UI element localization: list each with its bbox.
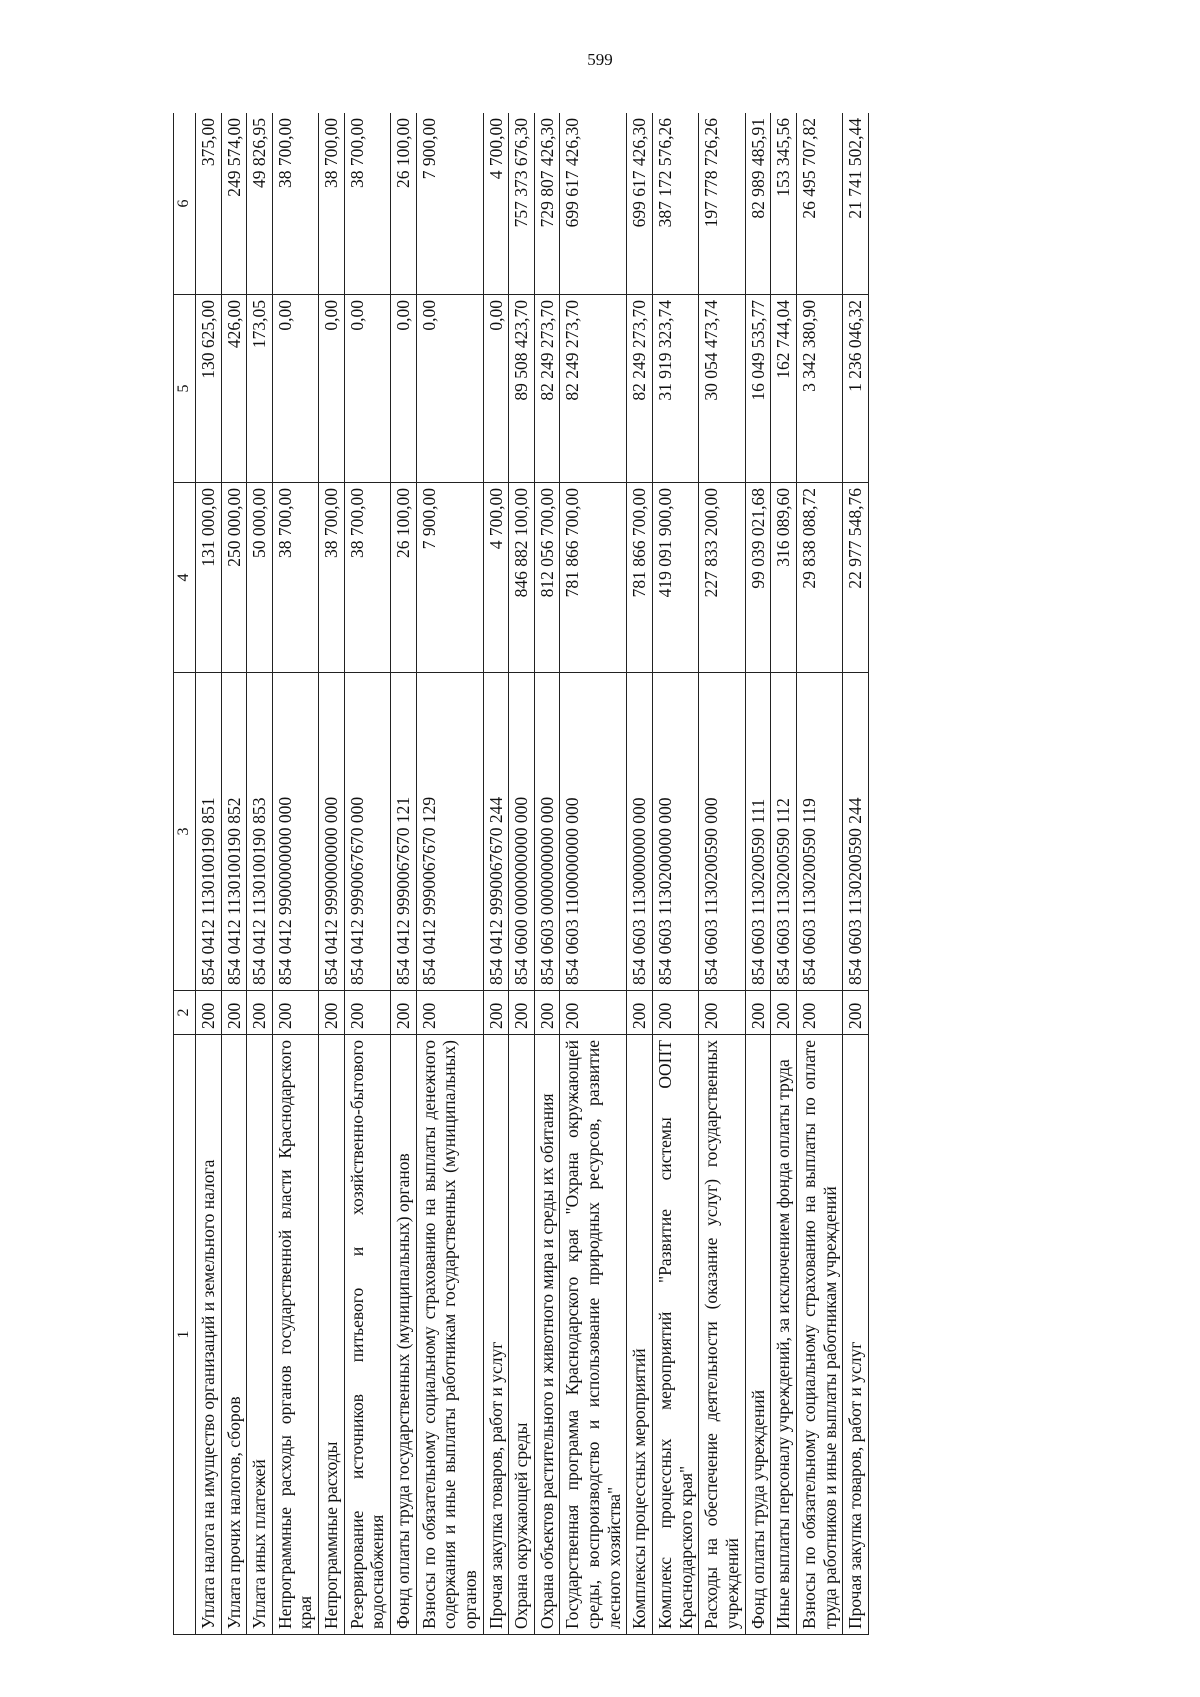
row-code: 200 bbox=[416, 991, 483, 1035]
column-header: 2 bbox=[174, 991, 196, 1035]
row-remaining-amount: 21 741 502,44 bbox=[843, 113, 869, 295]
row-remaining-amount: 153 345,56 bbox=[771, 113, 797, 295]
rotated-table-area bbox=[173, 113, 1091, 1635]
row-budget-classification: 854 0412 9900000000 000 bbox=[272, 673, 318, 991]
row-budget-classification: 854 0603 1130200590 112 bbox=[771, 673, 797, 991]
row-budget-classification: 854 0412 9990067670 000 bbox=[344, 673, 390, 991]
row-budget-classification: 854 0412 1130100190 852 bbox=[221, 673, 247, 991]
row-executed-amount: 0,00 bbox=[391, 295, 417, 483]
table-row bbox=[195, 113, 221, 1635]
table-row bbox=[534, 113, 560, 1635]
row-description: Фонд оплаты труда учреждений bbox=[745, 1035, 771, 1635]
table-row bbox=[745, 113, 771, 1635]
row-remaining-amount: 38 700,00 bbox=[272, 113, 318, 295]
row-approved-amount: 781 866 700,00 bbox=[627, 483, 653, 673]
row-description: Уплата налога на имущество организаций и земельного налога bbox=[195, 1035, 221, 1635]
row-budget-classification: 854 0603 1130200590 000 bbox=[699, 673, 745, 991]
row-budget-classification: 854 0603 1130200590 111 bbox=[745, 673, 771, 991]
row-approved-amount: 50 000,00 bbox=[247, 483, 273, 673]
row-executed-amount: 173,05 bbox=[247, 295, 273, 483]
row-remaining-amount: 375,00 bbox=[195, 113, 221, 295]
row-budget-classification: 854 0603 1130200590 244 bbox=[843, 673, 869, 991]
row-remaining-amount: 49 826,95 bbox=[247, 113, 273, 295]
table-row bbox=[221, 113, 247, 1635]
row-executed-amount: 31 919 323,74 bbox=[653, 295, 699, 483]
row-description: Охрана окружающей среды bbox=[509, 1035, 535, 1635]
row-code: 200 bbox=[391, 991, 417, 1035]
row-approved-amount: 227 833 200,00 bbox=[699, 483, 745, 673]
row-description: Уплата прочих налогов, сборов bbox=[221, 1035, 247, 1635]
row-remaining-amount: 38 700,00 bbox=[344, 113, 390, 295]
row-code: 200 bbox=[534, 991, 560, 1035]
table-row bbox=[796, 113, 842, 1635]
page-number: 599 bbox=[587, 50, 613, 69]
row-approved-amount: 4 700,00 bbox=[483, 483, 509, 673]
row-executed-amount: 0,00 bbox=[483, 295, 509, 483]
table-row bbox=[627, 113, 653, 1635]
table-body bbox=[195, 113, 868, 1635]
row-description: Прочая закупка товаров, работ и услуг bbox=[483, 1035, 509, 1635]
row-code: 200 bbox=[627, 991, 653, 1035]
row-budget-classification: 854 0412 1130100190 851 bbox=[195, 673, 221, 991]
table-row bbox=[560, 113, 627, 1635]
row-executed-amount: 82 249 273,70 bbox=[534, 295, 560, 483]
row-executed-amount: 16 049 535,77 bbox=[745, 295, 771, 483]
row-executed-amount: 82 249 273,70 bbox=[627, 295, 653, 483]
row-budget-classification: 854 0603 1130200000 000 bbox=[653, 673, 699, 991]
row-budget-classification: 854 0412 9990067670 244 bbox=[483, 673, 509, 991]
row-description: Резервирование источников питьевого и хозяйственно-бытового водоснабжения bbox=[344, 1035, 390, 1635]
table-row bbox=[509, 113, 535, 1635]
row-description: Комплекс процессных мероприятий "Развитие системы ООПТ Краснодарского края" bbox=[653, 1035, 699, 1635]
row-approved-amount: 846 882 100,00 bbox=[509, 483, 535, 673]
row-approved-amount: 38 700,00 bbox=[344, 483, 390, 673]
row-budget-classification: 854 0412 9990067670 121 bbox=[391, 673, 417, 991]
row-executed-amount: 0,00 bbox=[272, 295, 318, 483]
row-executed-amount: 3 342 380,90 bbox=[796, 295, 842, 483]
table-header-row bbox=[174, 113, 196, 1635]
row-executed-amount: 162 744,04 bbox=[771, 295, 797, 483]
table-row bbox=[344, 113, 390, 1635]
row-code: 200 bbox=[560, 991, 627, 1035]
row-code: 200 bbox=[483, 991, 509, 1035]
column-header: 3 bbox=[174, 673, 196, 991]
row-code: 200 bbox=[509, 991, 535, 1035]
row-remaining-amount: 26 100,00 bbox=[391, 113, 417, 295]
row-budget-classification: 854 0412 9990000000 000 bbox=[319, 673, 345, 991]
row-budget-classification: 854 0600 0000000000 000 bbox=[509, 673, 535, 991]
row-executed-amount: 0,00 bbox=[319, 295, 345, 483]
row-code: 200 bbox=[344, 991, 390, 1035]
row-code: 200 bbox=[221, 991, 247, 1035]
row-approved-amount: 781 866 700,00 bbox=[560, 483, 627, 673]
row-approved-amount: 22 977 548,76 bbox=[843, 483, 869, 673]
table-row bbox=[319, 113, 345, 1635]
row-remaining-amount: 26 495 707,82 bbox=[796, 113, 842, 295]
table-row bbox=[391, 113, 417, 1635]
row-executed-amount: 1 236 046,32 bbox=[843, 295, 869, 483]
row-approved-amount: 38 700,00 bbox=[319, 483, 345, 673]
row-remaining-amount: 729 807 426,30 bbox=[534, 113, 560, 295]
row-remaining-amount: 249 574,00 bbox=[221, 113, 247, 295]
row-approved-amount: 812 056 700,00 bbox=[534, 483, 560, 673]
row-code: 200 bbox=[272, 991, 318, 1035]
row-approved-amount: 131 000,00 bbox=[195, 483, 221, 673]
row-budget-classification: 854 0412 9990067670 129 bbox=[416, 673, 483, 991]
row-description: Расходы на обеспечение деятельности (оказание услуг) государственных учреждений bbox=[699, 1035, 745, 1635]
row-budget-classification: 854 0603 1100000000 000 bbox=[560, 673, 627, 991]
row-code: 200 bbox=[653, 991, 699, 1035]
row-executed-amount: 426,00 bbox=[221, 295, 247, 483]
row-code: 200 bbox=[195, 991, 221, 1035]
row-executed-amount: 82 249 273,70 bbox=[560, 295, 627, 483]
row-executed-amount: 130 625,00 bbox=[195, 295, 221, 483]
row-code: 200 bbox=[843, 991, 869, 1035]
column-header: 1 bbox=[174, 1035, 196, 1635]
row-description: Уплата иных платежей bbox=[247, 1035, 273, 1635]
row-budget-classification: 854 0603 1130200590 119 bbox=[796, 673, 842, 991]
row-description: Прочая закупка товаров, работ и услуг bbox=[843, 1035, 869, 1635]
row-description: Комплексы процессных мероприятий bbox=[627, 1035, 653, 1635]
row-executed-amount: 0,00 bbox=[416, 295, 483, 483]
table-row bbox=[771, 113, 797, 1635]
row-description: Охрана объектов растительного и животного мира и среды их обитания bbox=[534, 1035, 560, 1635]
row-description: Непрограммные расходы bbox=[319, 1035, 345, 1635]
row-remaining-amount: 387 172 576,26 bbox=[653, 113, 699, 295]
row-remaining-amount: 699 617 426,30 bbox=[627, 113, 653, 295]
row-description: Иные выплаты персоналу учреждений, за исключением фонда оплаты труда bbox=[771, 1035, 797, 1635]
row-approved-amount: 38 700,00 bbox=[272, 483, 318, 673]
column-header: 4 bbox=[174, 483, 196, 673]
row-description: Фонд оплаты труда государственных (муниципальных) органов bbox=[391, 1035, 417, 1635]
row-remaining-amount: 699 617 426,30 bbox=[560, 113, 627, 295]
table-row bbox=[416, 113, 483, 1635]
row-description: Государственная программа Краснодарского края "Охрана окружающей среды, воспроизводство и использование природных ресурсов, развитие лесного хозяйства" bbox=[560, 1035, 627, 1635]
row-executed-amount: 0,00 bbox=[344, 295, 390, 483]
row-executed-amount: 30 054 473,74 bbox=[699, 295, 745, 483]
row-remaining-amount: 4 700,00 bbox=[483, 113, 509, 295]
column-header: 5 bbox=[174, 295, 196, 483]
row-remaining-amount: 197 778 726,26 bbox=[699, 113, 745, 295]
table-row bbox=[843, 113, 869, 1635]
table-row bbox=[483, 113, 509, 1635]
column-header: 6 bbox=[174, 113, 196, 295]
table-row bbox=[272, 113, 318, 1635]
row-code: 200 bbox=[796, 991, 842, 1035]
row-description: Непрограммные расходы органов государственной власти Краснодарского края bbox=[272, 1035, 318, 1635]
row-code: 200 bbox=[319, 991, 345, 1035]
row-code: 200 bbox=[247, 991, 273, 1035]
row-remaining-amount: 757 373 676,30 bbox=[509, 113, 535, 295]
row-budget-classification: 854 0412 1130100190 853 bbox=[247, 673, 273, 991]
row-code: 200 bbox=[771, 991, 797, 1035]
row-description: Взносы по обязательному социальному страхованию на выплаты по оплате труда работников и иные выплаты работникам учреждений bbox=[796, 1035, 842, 1635]
row-executed-amount: 89 508 423,70 bbox=[509, 295, 535, 483]
row-approved-amount: 99 039 021,68 bbox=[745, 483, 771, 673]
row-description: Взносы по обязательному социальному страхованию на выплаты денежного содержания и иные выплаты работникам государственных (муниципальных) органов bbox=[416, 1035, 483, 1635]
row-approved-amount: 419 091 900,00 bbox=[653, 483, 699, 673]
row-budget-classification: 854 0603 0000000000 000 bbox=[534, 673, 560, 991]
row-budget-classification: 854 0603 1130000000 000 bbox=[627, 673, 653, 991]
row-remaining-amount: 82 989 485,91 bbox=[745, 113, 771, 295]
row-code: 200 bbox=[745, 991, 771, 1035]
row-remaining-amount: 38 700,00 bbox=[319, 113, 345, 295]
table-row bbox=[247, 113, 273, 1635]
table-wrapper bbox=[173, 113, 1091, 1635]
row-approved-amount: 29 838 088,72 bbox=[796, 483, 842, 673]
row-remaining-amount: 7 900,00 bbox=[416, 113, 483, 295]
row-approved-amount: 26 100,00 bbox=[391, 483, 417, 673]
row-approved-amount: 250 000,00 bbox=[221, 483, 247, 673]
row-code: 200 bbox=[699, 991, 745, 1035]
table-row bbox=[653, 113, 699, 1635]
row-approved-amount: 7 900,00 bbox=[416, 483, 483, 673]
table-row bbox=[699, 113, 745, 1635]
row-approved-amount: 316 089,60 bbox=[771, 483, 797, 673]
budget-table bbox=[173, 113, 869, 1635]
